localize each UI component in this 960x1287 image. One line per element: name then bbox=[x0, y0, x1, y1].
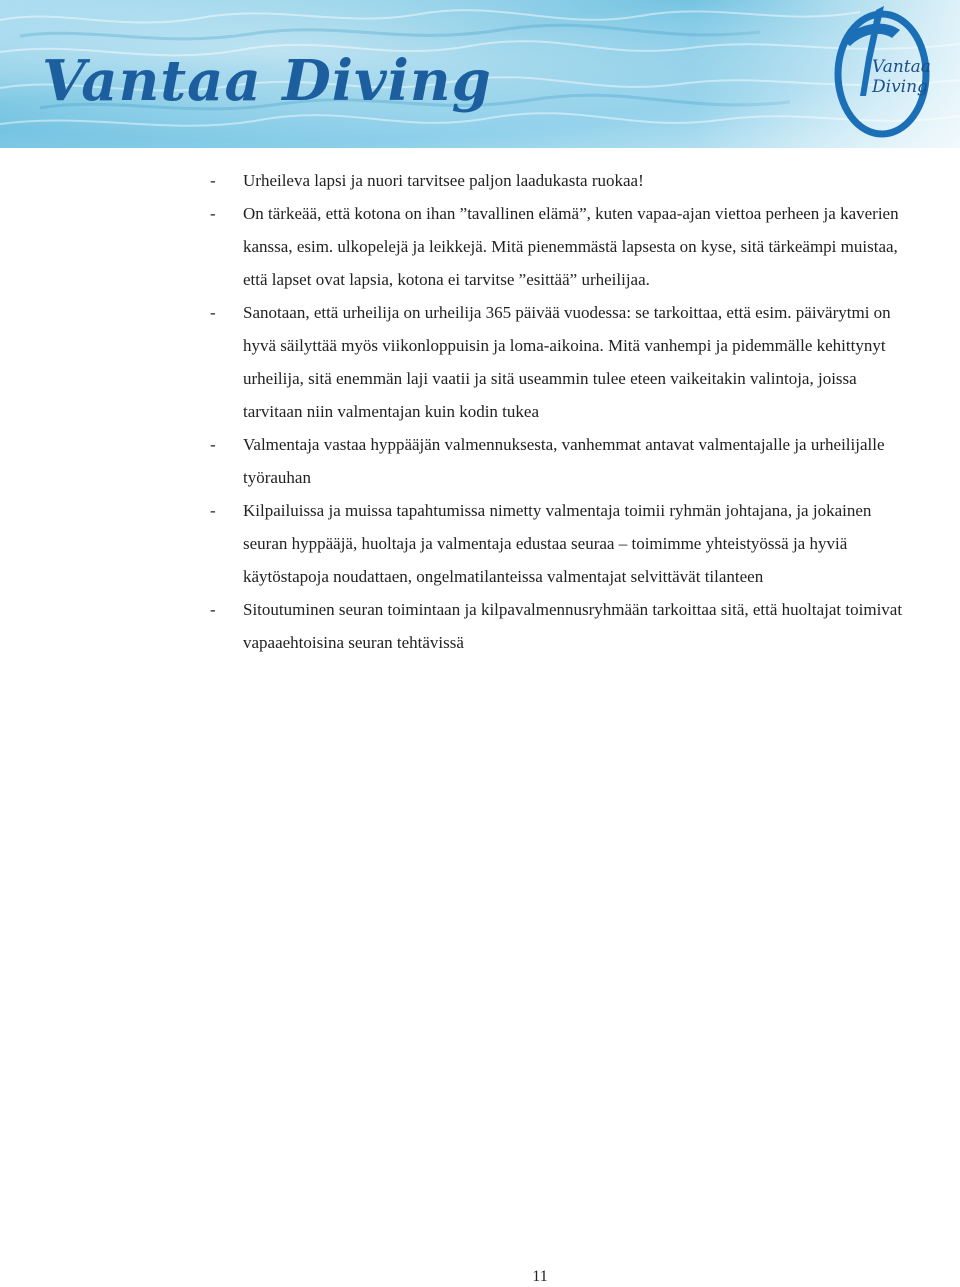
list-item-text: Sanotaan, että urheilija on urheilija 365 päivää vuodessa: se tarkoittaa, että esim. päivärytmi on hyvä säilyttää myös viikonloppuisin ja loma-aikoina. Mitä vanhempi ja pidemmälle kehittynyt urheilija, sitä enemmän laji vaatii ja sitä useammin tulee eteen vaikeitakin valintoja, joissa tarvitaan niin valmentajan kuin kodin tukea bbox=[243, 303, 891, 421]
list-item-text: Urheileva lapsi ja nuori tarvitsee paljon laadukasta ruokaa! bbox=[243, 171, 644, 190]
list-item-text: Sitoutuminen seuran toimintaan ja kilpavalmennusryhmään tarkoittaa sitä, että huoltajat toimivat vapaaehtoisina seuran tehtävissä bbox=[243, 600, 903, 652]
list-dash: - bbox=[210, 501, 216, 520]
list-item bbox=[210, 164, 910, 197]
list-item-text: Kilpailuissa ja muissa tapahtumissa nimetty valmentaja toimii ryhmän johtajana, ja jokainen seuran hyppääjä, huoltaja ja valmentaja edustaa seuraa – toimimme yhteistyössä ja hyviä käytöstapoja noudattaen, ongelmatilanteissa valmentajat selvittävät tilanteen bbox=[243, 501, 872, 586]
brand-wordmark: Vantaa Diving bbox=[42, 48, 492, 114]
list-dash: - bbox=[210, 204, 216, 223]
page-number: 11 bbox=[532, 1268, 548, 1285]
list-item-text: On tärkeää, että kotona on ihan ”tavallinen elämä”, kuten vapaa-ajan viettoa perheen ja kaverien kanssa, esim. ulkopelejä ja leikkejä. Mitä pienemmästä lapsesta on kyse, sitä tärkeämpi muistaa, että lapset ovat lapsia, kotona ei tarvitse ”esittää” urheilijaa. bbox=[243, 204, 899, 289]
list-item bbox=[210, 494, 910, 593]
header-banner bbox=[0, 0, 960, 148]
document-body bbox=[210, 164, 910, 659]
logo-text-line2: Diving bbox=[872, 77, 928, 97]
list-item bbox=[210, 296, 910, 428]
list-item-text: Valmentaja vastaa hyppääjän valmennuksesta, vanhemmat antavat valmentajalle ja urheilijalle työrauhan bbox=[243, 435, 885, 487]
logo-text-line1: Vantaa bbox=[872, 57, 931, 77]
list-item bbox=[210, 593, 910, 659]
list-dash: - bbox=[210, 171, 216, 190]
list-dash: - bbox=[210, 600, 216, 619]
list-item bbox=[210, 428, 910, 494]
list-dash: - bbox=[210, 435, 216, 454]
pool-water-banner bbox=[0, 0, 960, 148]
list-item bbox=[210, 197, 910, 296]
list-dash: - bbox=[210, 303, 216, 322]
